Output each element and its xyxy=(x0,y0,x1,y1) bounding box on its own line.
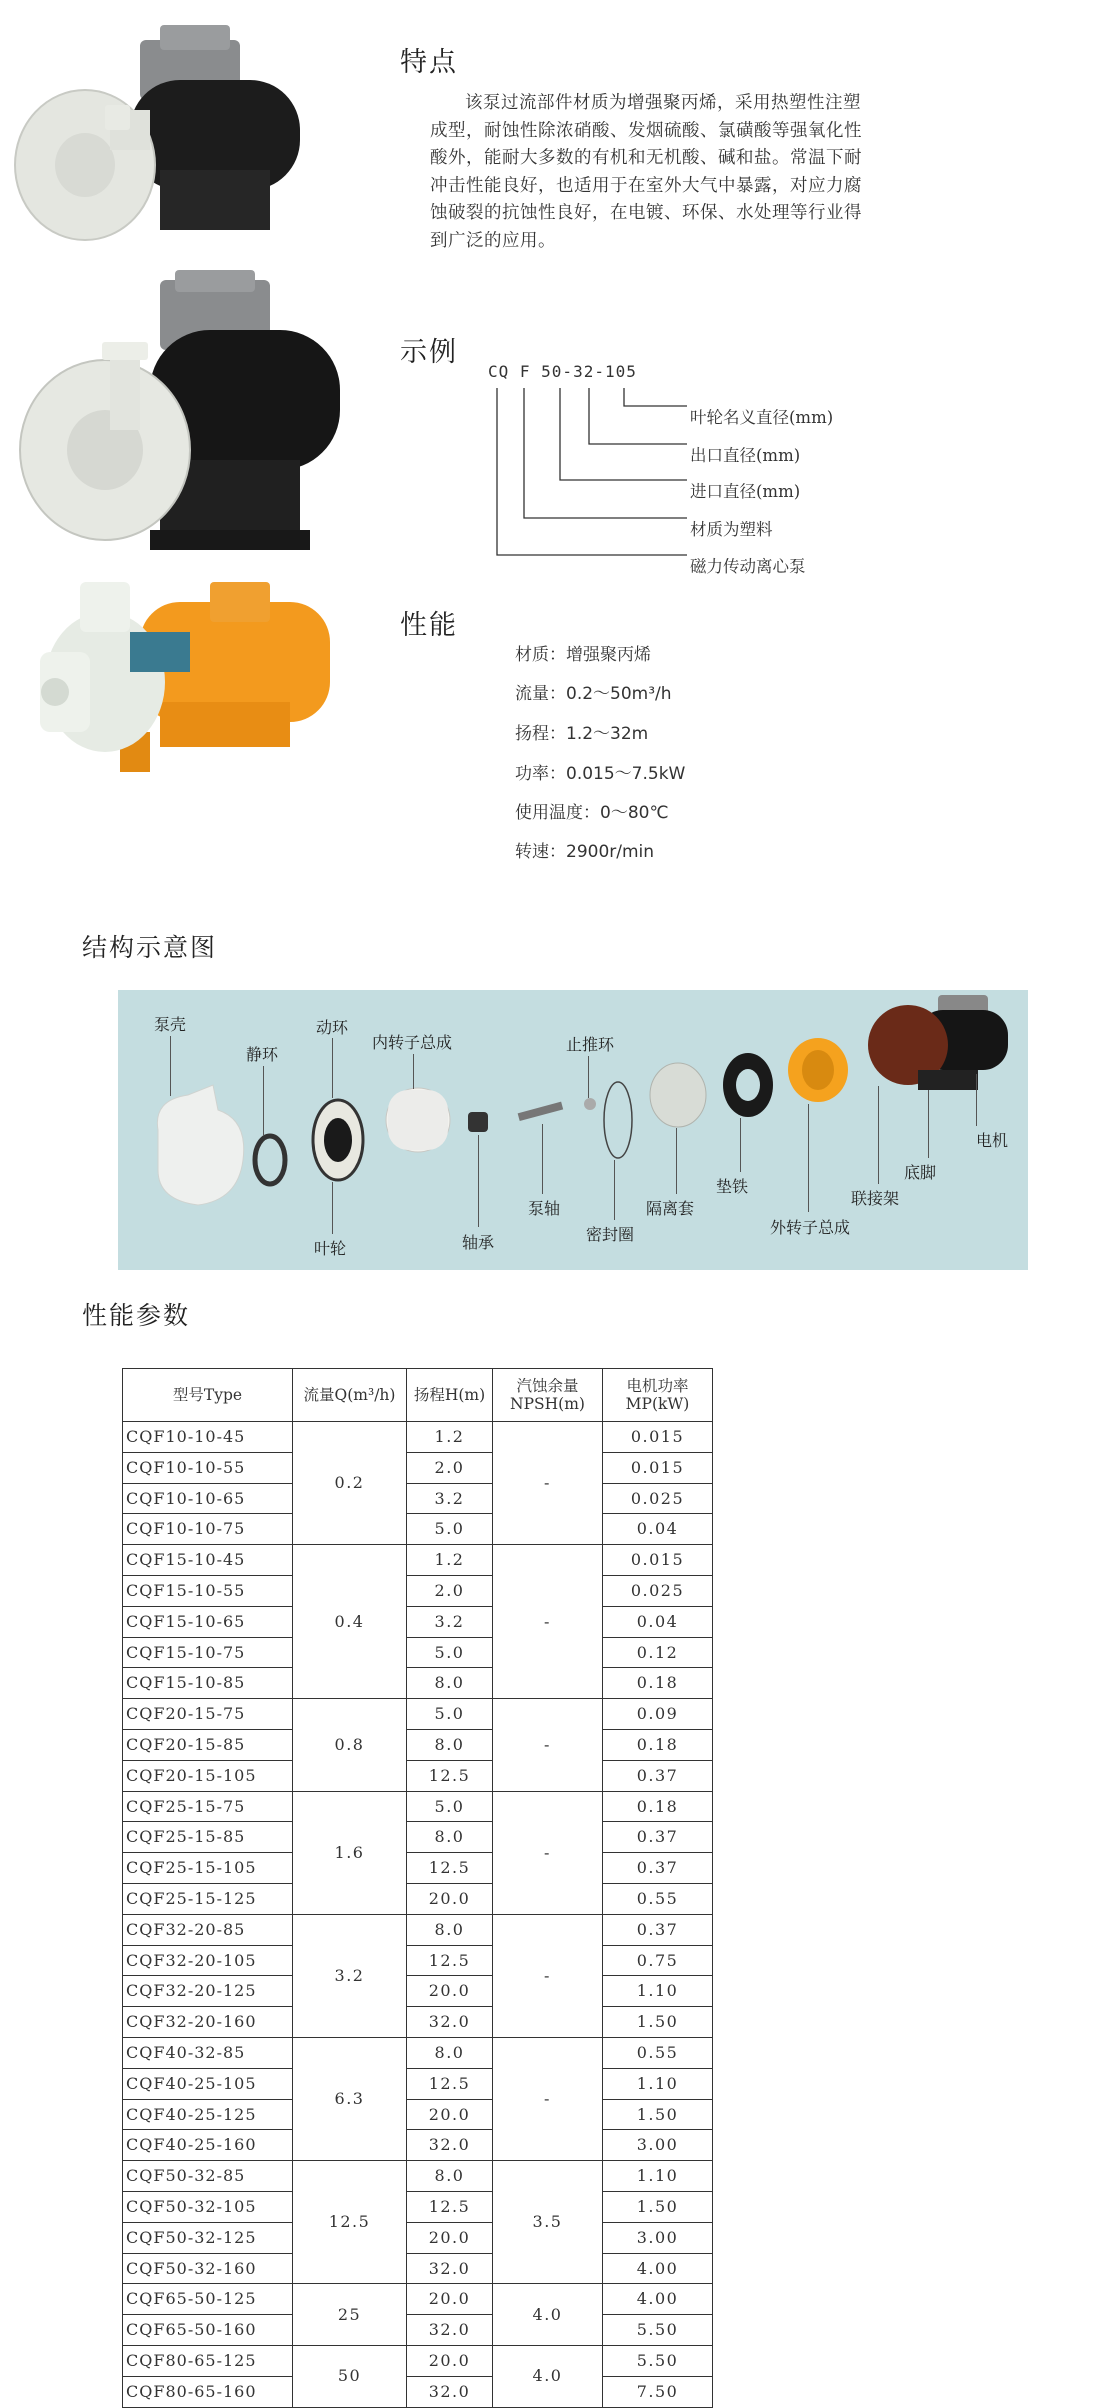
cell-type: CQF25-15-125 xyxy=(123,1883,293,1914)
cell-type: CQF50-32-105 xyxy=(123,2191,293,2222)
cell-head: 20.0 xyxy=(407,1976,493,2007)
leader-pump-casing xyxy=(170,1036,171,1096)
cell-head: 5.0 xyxy=(407,1637,493,1668)
cell-head: 32.0 xyxy=(407,2315,493,2346)
table-row xyxy=(123,1637,713,1668)
table-row xyxy=(123,2284,713,2315)
label-impeller: 叶轮 xyxy=(314,1239,347,1258)
table-row xyxy=(123,1791,713,1822)
label-base: 底脚 xyxy=(904,1163,937,1182)
cell-power: 0.12 xyxy=(603,1637,713,1668)
cell-head: 12.5 xyxy=(407,1760,493,1791)
cell-power: 0.18 xyxy=(603,1791,713,1822)
model-code-leader-lines xyxy=(480,380,700,580)
cell-head: 8.0 xyxy=(407,2037,493,2068)
leader-moving-ring xyxy=(332,1038,333,1098)
cell-npsh: 4.0 xyxy=(493,2345,603,2407)
cell-type: CQF25-15-85 xyxy=(123,1822,293,1853)
leader-seal-ring xyxy=(614,1160,615,1220)
leader-outer-rotor xyxy=(808,1104,809,1212)
table-row xyxy=(123,1452,713,1483)
cell-head: 2.0 xyxy=(407,1575,493,1606)
table-row xyxy=(123,2222,713,2253)
cell-head: 1.2 xyxy=(407,1545,493,1576)
cell-power: 0.015 xyxy=(603,1422,713,1453)
leader-thrust-ring xyxy=(588,1056,589,1098)
cell-head: 8.0 xyxy=(407,1668,493,1699)
label-motor: 电机 xyxy=(976,1131,1009,1150)
cell-head: 3.2 xyxy=(407,1606,493,1637)
example-label-pump-type: 磁力传动离心泵 xyxy=(690,557,806,576)
table-row xyxy=(123,1575,713,1606)
cell-head: 5.0 xyxy=(407,1514,493,1545)
cell-type: CQF32-20-85 xyxy=(123,1914,293,1945)
performance-title: 性能 xyxy=(400,610,458,641)
table-row xyxy=(123,1853,713,1884)
cell-type: CQF40-25-125 xyxy=(123,2099,293,2130)
header-npsh-line2: NPSH(m) xyxy=(510,1395,585,1413)
perf-head: 扬程：1.2～32m xyxy=(515,724,649,744)
cell-power: 0.18 xyxy=(603,1668,713,1699)
table-row xyxy=(123,2068,713,2099)
cell-power: 0.37 xyxy=(603,1822,713,1853)
label-bearing: 轴承 xyxy=(462,1233,495,1252)
leader-isolation-sleeve xyxy=(676,1128,677,1194)
cell-flow: 50 xyxy=(293,2345,407,2407)
cell-power: 1.10 xyxy=(603,1976,713,2007)
cell-power: 0.37 xyxy=(603,1853,713,1884)
label-shaft: 泵轴 xyxy=(528,1199,561,1218)
params-table-body xyxy=(123,1422,713,2408)
header-head: 扬程H(m) xyxy=(407,1369,493,1422)
cell-power: 0.015 xyxy=(603,1545,713,1576)
cell-head: 32.0 xyxy=(407,2253,493,2284)
cell-power: 0.04 xyxy=(603,1514,713,1545)
label-pump-casing: 泵壳 xyxy=(154,1015,187,1034)
cell-flow: 3.2 xyxy=(293,1914,407,2037)
perf-flow: 流量：0.2～50m³/h xyxy=(515,684,672,704)
cell-npsh: 4.0 xyxy=(493,2284,603,2346)
features-paragraph: 该泵过流部件材质为增强聚丙烯，采用热塑性注塑成型，耐蚀性除浓硝酸、发烟硫酸、氯磺酸等强氧化性酸外，能耐大多数的有机和无机酸、碱和盐。常温下耐冲击性能良好，也适用于在室外大气中暴露，对应力腐蚀破裂的抗蚀性良好，在电镀、环保、水处理等行业得到广泛的应用。 xyxy=(430,93,862,251)
table-row xyxy=(123,1914,713,1945)
cell-type: CQF80-65-160 xyxy=(123,2376,293,2407)
cell-npsh: - xyxy=(493,1914,603,2037)
cell-power: 7.50 xyxy=(603,2376,713,2407)
perf-material: 材质：增强聚丙烯 xyxy=(515,645,651,665)
cell-power: 1.10 xyxy=(603,2068,713,2099)
cell-power: 0.37 xyxy=(603,1760,713,1791)
example-label-impeller: 叶轮名义直径(mm) xyxy=(690,408,834,427)
cell-power: 1.10 xyxy=(603,2161,713,2192)
cell-power: 1.50 xyxy=(603,2191,713,2222)
cell-head: 12.5 xyxy=(407,1853,493,1884)
table-row xyxy=(123,1545,713,1576)
cell-flow: 1.6 xyxy=(293,1791,407,1914)
cell-npsh: - xyxy=(493,1699,603,1791)
cell-type: CQF20-15-85 xyxy=(123,1729,293,1760)
cell-power: 0.55 xyxy=(603,1883,713,1914)
cell-head: 12.5 xyxy=(407,1945,493,1976)
cell-flow: 0.8 xyxy=(293,1699,407,1791)
cell-type: CQF50-32-160 xyxy=(123,2253,293,2284)
cell-type: CQF15-10-85 xyxy=(123,1668,293,1699)
label-static-ring: 静环 xyxy=(246,1045,279,1064)
header-power xyxy=(603,1369,713,1422)
cell-power: 0.75 xyxy=(603,1945,713,1976)
table-row xyxy=(123,1883,713,1914)
cell-power: 0.09 xyxy=(603,1699,713,1730)
cell-power: 0.025 xyxy=(603,1483,713,1514)
structure-title: 结构示意图 xyxy=(82,933,218,962)
cell-head: 12.5 xyxy=(407,2068,493,2099)
cell-type: CQF50-32-85 xyxy=(123,2161,293,2192)
cell-power: 0.025 xyxy=(603,1575,713,1606)
cell-type: CQF10-10-65 xyxy=(123,1483,293,1514)
perf-temperature: 使用温度：0～80℃ xyxy=(515,803,669,823)
cell-head: 20.0 xyxy=(407,2099,493,2130)
pump-photo-orange xyxy=(10,572,340,782)
cell-power: 4.00 xyxy=(603,2284,713,2315)
header-power-line1: 电机功率 xyxy=(626,1377,689,1395)
example-label-material: 材质为塑料 xyxy=(690,520,773,539)
label-thrust-ring: 止推环 xyxy=(566,1035,615,1054)
cell-power: 0.55 xyxy=(603,2037,713,2068)
cell-type: CQF50-32-125 xyxy=(123,2222,293,2253)
cell-head: 8.0 xyxy=(407,2161,493,2192)
cell-npsh: - xyxy=(493,2037,603,2160)
cell-power: 0.04 xyxy=(603,1606,713,1637)
label-isolation-sleeve: 隔离套 xyxy=(646,1199,695,1218)
cell-head: 3.2 xyxy=(407,1483,493,1514)
cell-npsh: - xyxy=(493,1545,603,1699)
label-gasket: 垫铁 xyxy=(716,1177,749,1196)
cell-head: 8.0 xyxy=(407,1822,493,1853)
cell-power: 3.00 xyxy=(603,2222,713,2253)
table-row xyxy=(123,2315,713,2346)
table-row xyxy=(123,2191,713,2222)
cell-head: 8.0 xyxy=(407,1729,493,1760)
params-title: 性能参数 xyxy=(82,1301,191,1330)
structure-diagram xyxy=(118,990,1028,1270)
params-table xyxy=(122,1368,713,2408)
perf-speed: 转速：2900r/min xyxy=(515,842,655,862)
table-row xyxy=(123,2130,713,2161)
cell-type: CQF40-25-105 xyxy=(123,2068,293,2099)
cell-head: 8.0 xyxy=(407,1914,493,1945)
cell-type: CQF65-50-160 xyxy=(123,2315,293,2346)
label-seal-ring: 密封圈 xyxy=(586,1225,635,1244)
cell-head: 20.0 xyxy=(407,2222,493,2253)
cell-flow: 0.2 xyxy=(293,1422,407,1545)
table-row xyxy=(123,2376,713,2407)
cell-head: 20.0 xyxy=(407,2345,493,2376)
label-bracket: 联接架 xyxy=(851,1189,900,1208)
cell-head: 32.0 xyxy=(407,2130,493,2161)
cell-head: 12.5 xyxy=(407,2191,493,2222)
header-flow: 流量Q(m³/h) xyxy=(293,1369,407,1422)
cell-type: CQF80-65-125 xyxy=(123,2345,293,2376)
cell-type: CQF32-20-105 xyxy=(123,1945,293,1976)
cell-power: 0.37 xyxy=(603,1914,713,1945)
cell-power: 0.015 xyxy=(603,1452,713,1483)
table-row xyxy=(123,1483,713,1514)
table-row xyxy=(123,2007,713,2038)
cell-head: 20.0 xyxy=(407,2284,493,2315)
cell-type: CQF25-15-75 xyxy=(123,1791,293,1822)
cell-type: CQF40-25-160 xyxy=(123,2130,293,2161)
cell-head: 20.0 xyxy=(407,1883,493,1914)
cell-power: 4.00 xyxy=(603,2253,713,2284)
model-code: CQ F 50-32-105 xyxy=(488,362,637,381)
table-row xyxy=(123,1699,713,1730)
cell-flow: 25 xyxy=(293,2284,407,2346)
table-row xyxy=(123,2161,713,2192)
example-title: 示例 xyxy=(400,337,458,368)
label-outer-rotor: 外转子总成 xyxy=(770,1218,851,1237)
cell-power: 5.50 xyxy=(603,2345,713,2376)
cell-type: CQF32-20-160 xyxy=(123,2007,293,2038)
cell-type: CQF65-50-125 xyxy=(123,2284,293,2315)
cell-npsh: - xyxy=(493,1422,603,1545)
table-row xyxy=(123,2037,713,2068)
cell-type: CQF10-10-75 xyxy=(123,1514,293,1545)
cell-type: CQF20-15-105 xyxy=(123,1760,293,1791)
pump-photo-white-large xyxy=(10,270,340,570)
cell-type: CQF25-15-105 xyxy=(123,1853,293,1884)
leader-inner-rotor xyxy=(413,1054,414,1089)
cell-power: 1.50 xyxy=(603,2099,713,2130)
cell-head: 32.0 xyxy=(407,2376,493,2407)
header-power-line2: MP(kW) xyxy=(625,1395,690,1413)
leader-static-ring xyxy=(263,1066,264,1136)
table-row xyxy=(123,1668,713,1699)
leader-shaft xyxy=(542,1124,543,1194)
table-row xyxy=(123,1945,713,1976)
header-npsh xyxy=(493,1369,603,1422)
features-title: 特点 xyxy=(400,47,458,78)
cell-type: CQF15-10-45 xyxy=(123,1545,293,1576)
table-row xyxy=(123,1422,713,1453)
table-row xyxy=(123,2099,713,2130)
cell-type: CQF32-20-125 xyxy=(123,1976,293,2007)
table-row xyxy=(123,1976,713,2007)
perf-power: 功率：0.015～7.5kW xyxy=(515,764,686,784)
example-label-outlet: 出口直径(mm) xyxy=(690,446,801,465)
cell-head: 2.0 xyxy=(407,1452,493,1483)
table-row xyxy=(123,2345,713,2376)
cell-head: 5.0 xyxy=(407,1791,493,1822)
leader-motor xyxy=(976,1074,977,1126)
leader-base xyxy=(928,1090,929,1158)
label-moving-ring: 动环 xyxy=(316,1018,349,1037)
cell-npsh: - xyxy=(493,1791,603,1914)
cell-type: CQF15-10-55 xyxy=(123,1575,293,1606)
leader-gasket xyxy=(740,1118,741,1172)
cell-npsh: 3.5 xyxy=(493,2161,603,2284)
params-header-row xyxy=(123,1369,713,1422)
cell-head: 1.2 xyxy=(407,1422,493,1453)
cell-power: 5.50 xyxy=(603,2315,713,2346)
header-type: 型号Type xyxy=(123,1369,293,1422)
cell-type: CQF15-10-65 xyxy=(123,1606,293,1637)
table-row xyxy=(123,1729,713,1760)
cell-power: 1.50 xyxy=(603,2007,713,2038)
pump-photo-white-small xyxy=(10,20,340,250)
leader-bearing xyxy=(478,1135,479,1227)
example-label-inlet: 进口直径(mm) xyxy=(690,482,801,501)
cell-power: 0.18 xyxy=(603,1729,713,1760)
table-row xyxy=(123,1760,713,1791)
cell-flow: 6.3 xyxy=(293,2037,407,2160)
cell-power: 3.00 xyxy=(603,2130,713,2161)
cell-type: CQF15-10-75 xyxy=(123,1637,293,1668)
cell-head: 5.0 xyxy=(407,1699,493,1730)
leader-impeller xyxy=(332,1182,333,1234)
table-row xyxy=(123,1606,713,1637)
cell-head: 32.0 xyxy=(407,2007,493,2038)
header-npsh-line1: 汽蚀余量 xyxy=(516,1377,579,1395)
cell-type: CQF20-15-75 xyxy=(123,1699,293,1730)
table-row xyxy=(123,2253,713,2284)
cell-flow: 12.5 xyxy=(293,2161,407,2284)
label-inner-rotor: 内转子总成 xyxy=(372,1033,453,1052)
table-row xyxy=(123,1822,713,1853)
cell-flow: 0.4 xyxy=(293,1545,407,1699)
cell-type: CQF40-32-85 xyxy=(123,2037,293,2068)
cell-type: CQF10-10-45 xyxy=(123,1422,293,1453)
leader-bracket xyxy=(878,1086,879,1184)
cell-type: CQF10-10-55 xyxy=(123,1452,293,1483)
table-row xyxy=(123,1514,713,1545)
